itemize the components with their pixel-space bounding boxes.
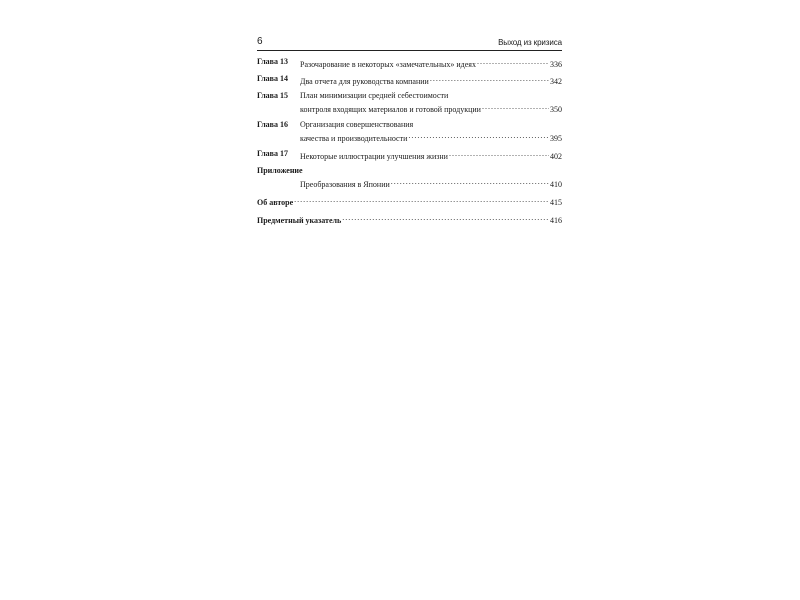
dot-leader [482, 101, 549, 112]
about-author-page: 415 [550, 198, 562, 207]
chapter-label: Глава 17 [257, 149, 288, 158]
appendix-item: Преобразования в Японии [300, 180, 390, 189]
subject-index-title: Предметный указатель [257, 216, 342, 225]
toc-entry-chapter-14[interactable] [257, 73, 562, 84]
chapter-label: Глава 15 [257, 91, 288, 100]
running-head [257, 36, 562, 51]
dot-leader [342, 212, 549, 223]
dot-leader [477, 56, 549, 67]
chapter-page: 336 [550, 60, 562, 69]
chapter-page: 395 [550, 134, 562, 143]
chapter-page: 402 [550, 152, 562, 161]
toc-entry-chapter-16[interactable] [257, 119, 562, 141]
chapter-title-line-1: Организация совершенствования [300, 120, 414, 129]
toc-entry-appendix[interactable] [257, 165, 562, 187]
chapter-title-line-2: качества и производительности [300, 134, 408, 143]
book-page [257, 36, 562, 246]
appendix-title: Приложение [257, 166, 303, 175]
dot-leader [449, 148, 549, 159]
running-title: Выход из кризиса [498, 38, 562, 47]
subject-index-page: 416 [550, 216, 562, 225]
chapter-label: Глава 14 [257, 74, 288, 83]
chapter-page: 342 [550, 77, 562, 86]
dot-leader [294, 194, 549, 205]
page-number: 6 [257, 36, 263, 47]
toc-entry-chapter-13[interactable] [257, 56, 562, 67]
dot-leader [391, 176, 549, 187]
chapter-title: Некоторые иллюстрации улучшения жизни [300, 152, 448, 161]
toc-entry-chapter-17[interactable] [257, 148, 562, 159]
chapter-title-line-1: План минимизации средней себестоимости [300, 91, 449, 100]
chapter-title-line-2: контроля входящих материалов и готовой продукции [300, 105, 481, 114]
dot-leader [408, 130, 549, 141]
chapter-title: Разочарование в некоторых «замечательных» идеях [300, 60, 476, 69]
chapter-page: 350 [550, 105, 562, 114]
appendix-page: 410 [550, 180, 562, 189]
table-of-contents [257, 56, 562, 223]
about-author-title: Об авторе [257, 198, 294, 207]
toc-entry-chapter-15[interactable] [257, 90, 562, 112]
toc-entry-about-author[interactable] [257, 194, 562, 205]
toc-entry-subject-index[interactable] [257, 212, 562, 223]
chapter-title: Два отчета для руководства компании [300, 77, 429, 86]
dot-leader [430, 73, 549, 84]
chapter-label: Глава 16 [257, 120, 288, 129]
chapter-label: Глава 13 [257, 57, 288, 66]
